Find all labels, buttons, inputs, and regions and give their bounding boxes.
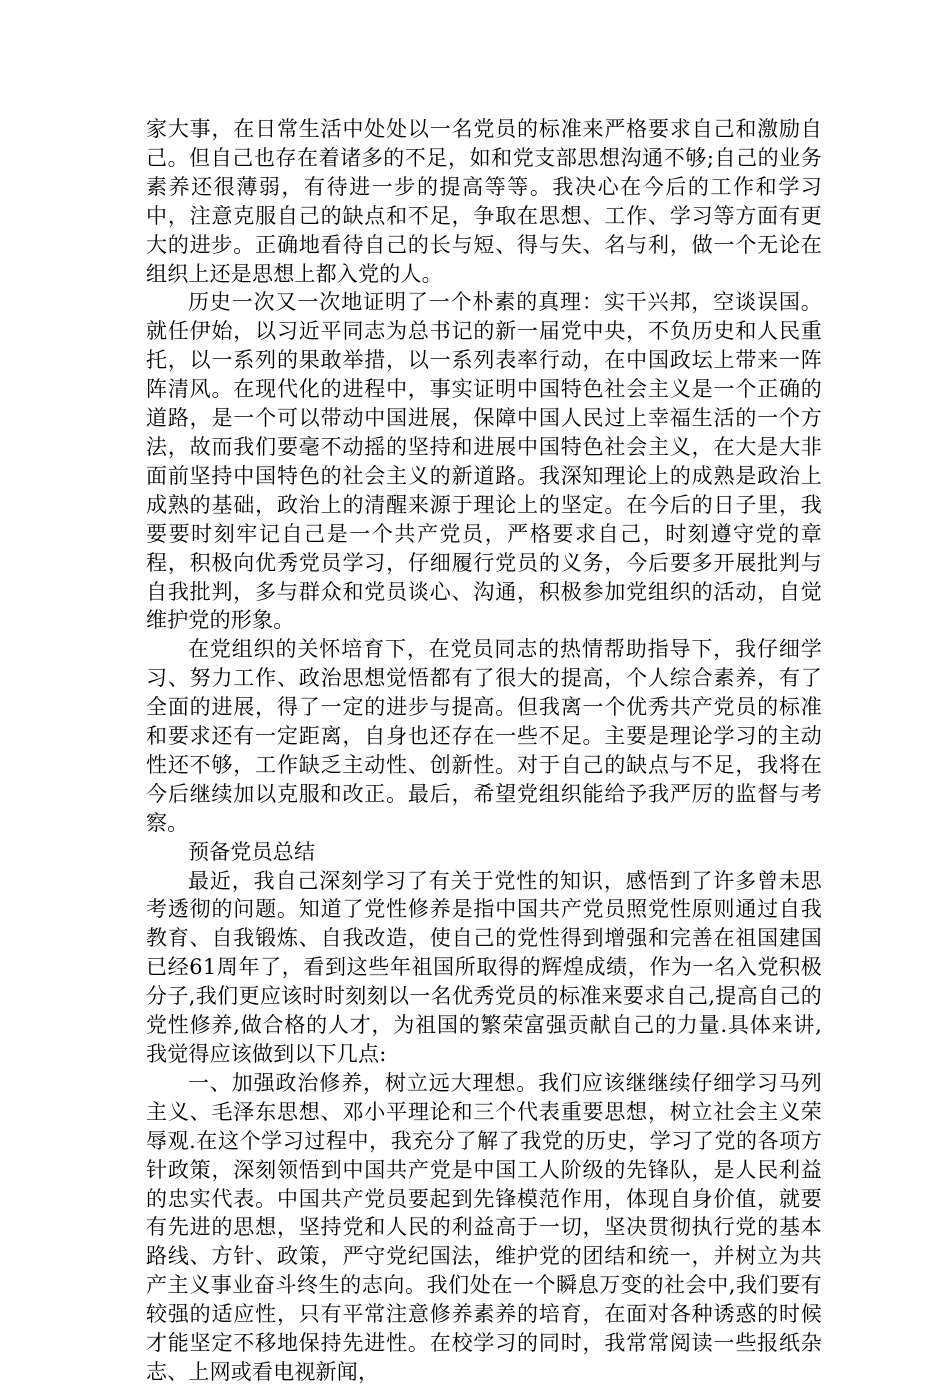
paragraph-3: 在党组织的关怀培育下，在党员同志的热情帮助指导下，我仔细学习、努力工作、政治思想觉悟都有了很大的提高，个人综合素养，有了全面的进展，得了一定的进步与提高。但我离一个优秀共产党员的标准和要求还有一定距离，自身也还存在一些不足。主要是理论学习的主动性还不够，工作缺乏主动性、创新性。对于自己的缺点与不足，我将在今后继续加以克服和改正。最后，希望党组织能给予我严厉的监督与考察。 [146, 637, 822, 835]
document-body [146, 115, 822, 1387]
paragraph-1: 家大事，在日常生活中处处以一名党员的标准来严格要求自己和激励自己。但自己也存在着诸多的不足，如和党支部思想沟通不够;自己的业务素养还很薄弱，有待进一步的提高等等。我决心在今后的工作和学习中，注意克服自己的缺点和不足，争取在思想、工作、学习等方面有更大的进步。正确地看待自己的长与短、得与失、名与利，做一个无论在组织上还是思想上都入党的人。 [146, 117, 822, 286]
paragraph-6: 一、加强政治修养，树立远大理想。我们应该继继续仔细学习马列主义、毛泽东思想、邓小平理论和三个代表重要思想，树立社会主义荣辱观.在这个学习过程中，我充分了解了我党的历史，学习了党的各项方针政策，深刻领悟到中国共产党是中国工人阶级的先锋队，是人民利益的忠实代表。中国共产党员要起到先锋模范作用，体现自身价值，就要有先进的思想，坚持党和人民的利益高于一切，坚决贯彻执行党的基本路线、方针、政策，严守党纪国法，维护党的团结和统一，并树立为共产主义事业奋斗终生的志向。我们处在一个瞬息万变的社会中,我们要有较强的适应性，只有平常注意修养素养的培育，在面对各种诱惑的时候才能坚定不移地保持先进性。在校学习的同时，我常常阅读一些报纸杂志、上网或看电视新闻， [146, 1070, 822, 1384]
paragraph-5: 最近，我自己深刻学习了有关于党性的知识，感悟到了许多曾未思考透彻的问题。知道了党性修养是指中国共产党员照党性原则通过自我教育、自我锻炼、自我改造，使自己的党性得到增强和完善在祖国建国已经61周年了，看到这些年祖国所取得的辉煌成绩，作为一名入党积极分子,我们更应该时时刻刻以一名优秀党员的标准来要求自己,提高自己的党性修养,做合格的人才，为祖国的繁荣富强贡献自己的力量.具体来讲,我觉得应该做到以下几点: [146, 868, 822, 1066]
paragraph-2: 历史一次又一次地证明了一个朴素的真理：实干兴邦，空谈误国。就任伊始，以习近平同志为总书记的新一届党中央，不负历史和人民重托，以一系列的果敢举措，以一系列表率行动，在中国政坛上带来一阵阵清风。在现代化的进程中，事实证明中国特色社会主义是一个正确的道路，是一个可以带动中国进展，保障中国人民过上幸福生活的一个方法，故而我们要毫不动摇的坚持和进展中国特色社会主义，在大是大非面前坚持中国特色的社会主义的新道路。我深知理论上的成熟是政治上成熟的基础，政治上的清醒来源于理论上的坚定。在今后的日子里，我要要时刻牢记自己是一个共产党员，严格要求自己，时刻遵守党的章程，积极向优秀党员学习，仔细履行党员的义务，今后要多开展批判与自我批判，多与群众和党员谈心、沟通，积极参加党组织的活动，自觉维护党的形象。 [146, 290, 822, 633]
section-heading: 预备党员总结 [188, 839, 316, 864]
